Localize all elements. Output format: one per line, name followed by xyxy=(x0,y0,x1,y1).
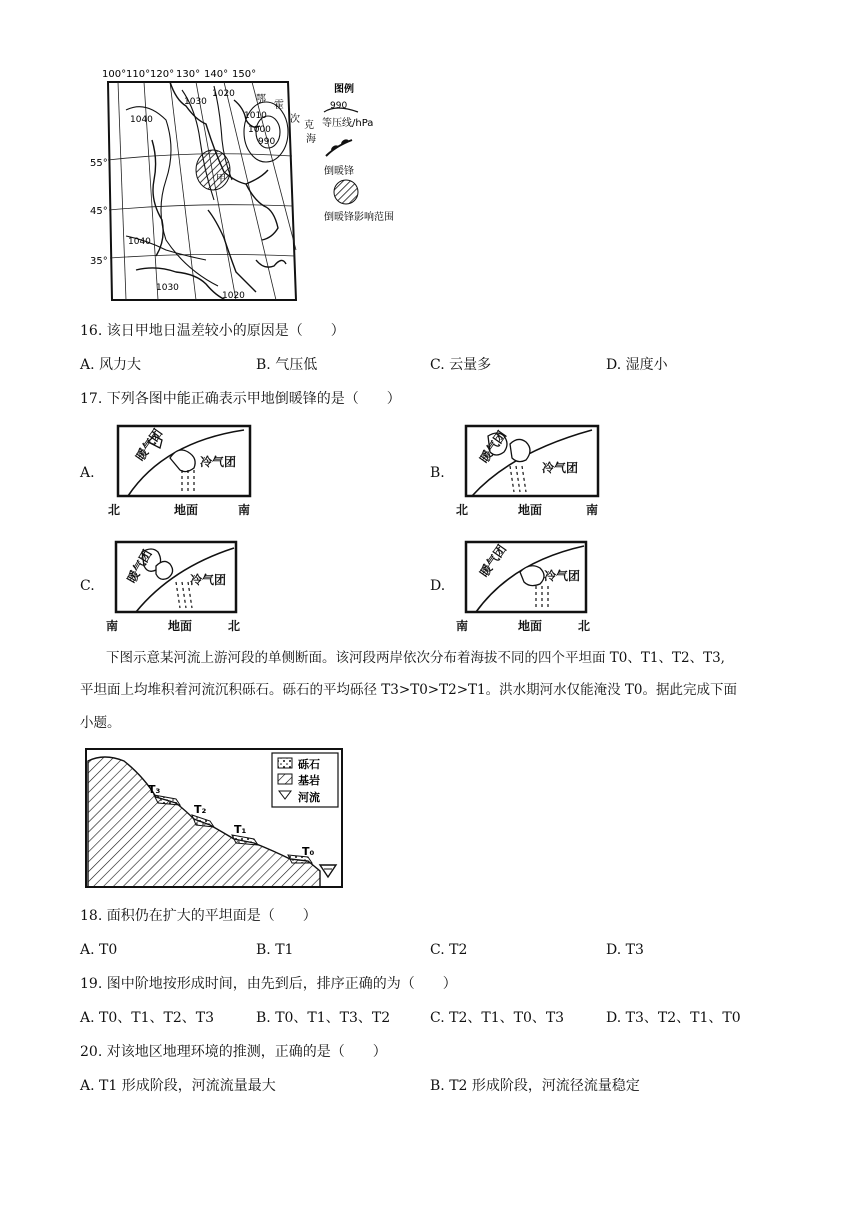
direction-right-label: 南 xyxy=(238,503,251,517)
warm-air-mass-label: 暖气团 xyxy=(132,426,166,464)
warm-air-mass-label: 暖气团 xyxy=(124,547,155,586)
direction-left-label: 南 xyxy=(456,619,469,633)
map-frame xyxy=(108,82,316,301)
legend-title: 图例 xyxy=(334,84,354,95)
ground-label: 地面 xyxy=(168,619,193,633)
terrace-t3-label: T₃ xyxy=(148,783,161,796)
q18-option-d[interactable]: D. T3 xyxy=(606,942,644,958)
q19-option-a[interactable]: A. T0、T1、T2、T3 xyxy=(80,1010,214,1026)
question-18-stem: 18. 面积仍在扩大的平坦面是（ ） xyxy=(80,908,317,924)
q17-option-a-letter[interactable]: A. xyxy=(80,465,95,481)
q16-option-b[interactable]: B. 气压低 xyxy=(256,357,318,373)
sea-label: 鄂 xyxy=(256,94,266,105)
warm-air-mass-label: 暖气团 xyxy=(476,428,510,466)
passage-line-2: 平坦面上均堆积着河流沉积砾石。砾石的平均砾径 T3>T0>T2>T1。洪水期河水仅能淹没 T0。据此完成下面 xyxy=(80,682,737,698)
isobar-label: 1030 xyxy=(184,97,207,107)
isobar-label: 1010 xyxy=(244,111,267,121)
q16-option-a[interactable]: A. 风力大 xyxy=(80,357,142,373)
ground-label: 地面 xyxy=(174,503,199,517)
q18-option-c[interactable]: C. T2 xyxy=(430,942,468,958)
influence-area-legend-icon xyxy=(334,180,358,204)
direction-left-label: 南 xyxy=(106,619,119,633)
question-16-stem: 16. 该日甲地日温差较小的原因是（ ） xyxy=(80,323,345,339)
question-17-stem: 17. 下列各图中能正确表示甲地倒暖锋的是（ ） xyxy=(80,391,401,407)
legend-isobar-value: 990 xyxy=(330,101,348,111)
section-legend xyxy=(272,753,338,807)
lat-label: 35° xyxy=(90,256,108,267)
isobar-label: 1020 xyxy=(212,89,235,99)
q19-option-d[interactable]: D. T3、T2、T1、T0 xyxy=(606,1010,741,1026)
river-section-figure xyxy=(84,747,346,891)
lon-label: 120° xyxy=(150,69,175,80)
lon-label: 140° xyxy=(204,69,229,80)
q17-diagram-d[interactable] xyxy=(452,538,602,634)
lon-label: 100° xyxy=(102,69,127,80)
sea-label: 海 xyxy=(306,134,316,145)
cold-air-mass-label: 冷气团 xyxy=(544,569,581,583)
direction-right-label: 南 xyxy=(586,503,599,517)
direction-right-label: 北 xyxy=(228,619,241,633)
passage-line-1: 下图示意某河流上游河段的单侧断面。该河段两岸依次分布着海拔不同的四个平坦面 T0、T1、T2、T3, xyxy=(106,650,725,666)
passage-line-3: 小题。 xyxy=(80,715,121,731)
ground-label: 地面 xyxy=(518,503,543,517)
terrace-t0-label: T₀ xyxy=(302,845,315,858)
weather-map-figure xyxy=(90,60,394,312)
point-jia-label: 甲 xyxy=(216,174,226,185)
sea-label: 霍 xyxy=(274,100,284,111)
lon-label: 110° xyxy=(126,69,151,80)
q17-diagram-c[interactable] xyxy=(102,538,252,634)
cold-air-mass-label: 冷气团 xyxy=(200,455,237,469)
isobar-label: 990 xyxy=(258,137,276,147)
isobar-label: 1040 xyxy=(128,237,151,247)
cold-air-mass-label: 冷气团 xyxy=(542,461,579,475)
q20-option-a[interactable]: A. T1 形成阶段，河流流量最大 xyxy=(80,1078,276,1094)
legend-gravel-label: 砾石 xyxy=(298,758,320,771)
q17-diagram-b[interactable] xyxy=(452,422,602,518)
q17-option-c-letter[interactable]: C. xyxy=(80,578,95,594)
legend-river-label: 河流 xyxy=(298,791,320,804)
ground-label: 地面 xyxy=(518,619,543,633)
direction-left-label: 北 xyxy=(456,503,469,517)
q17-diagram-a[interactable] xyxy=(104,422,254,518)
direction-right-label: 北 xyxy=(578,619,591,633)
q19-option-b[interactable]: B. T0、T1、T3、T2 xyxy=(256,1010,391,1026)
legend-front-label: 倒暖锋 xyxy=(324,166,354,177)
isobar-label: 1040 xyxy=(130,115,153,125)
lat-label: 45° xyxy=(90,206,108,217)
map-legend xyxy=(322,82,394,223)
warm-air-mass-label: 暖气团 xyxy=(476,542,510,580)
q20-option-b[interactable]: B. T2 形成阶段，河流径流量稳定 xyxy=(430,1078,640,1094)
warm-front-symbol-icon xyxy=(326,140,352,156)
legend-bedrock-label: 基岩 xyxy=(298,774,320,787)
lat-label: 55° xyxy=(90,158,108,169)
isobar-label: 1020 xyxy=(222,291,245,301)
q16-option-d[interactable]: D. 湿度小 xyxy=(606,357,668,373)
isobar-label: 1030 xyxy=(156,283,179,293)
direction-left-label: 北 xyxy=(108,503,121,517)
terrace-t1-label: T₁ xyxy=(234,823,247,836)
sea-label: 次 xyxy=(290,114,300,125)
legend-area-label: 倒暖锋影响范围 xyxy=(324,212,394,223)
q19-option-c[interactable]: C. T2、T1、T0、T3 xyxy=(430,1010,565,1026)
q18-option-a[interactable]: A. T0 xyxy=(80,942,118,958)
q16-option-c[interactable]: C. 云量多 xyxy=(430,357,492,373)
question-19-stem: 19. 图中阶地按形成时间，由先到后，排序正确的为（ ） xyxy=(80,976,457,992)
cold-air-mass-label: 冷气团 xyxy=(190,573,227,587)
question-20-stem: 20. 对该地区地理环境的推测，正确的是（ ） xyxy=(80,1044,387,1060)
lon-label: 130° xyxy=(176,69,201,80)
q17-option-b-letter[interactable]: B. xyxy=(430,465,445,481)
lon-label: 150° xyxy=(232,69,257,80)
terrace-t2-label: T₂ xyxy=(194,803,207,816)
q17-option-d-letter[interactable]: D. xyxy=(430,578,446,594)
q18-option-b[interactable]: B. T1 xyxy=(256,942,294,958)
isobar-label: 1000 xyxy=(248,125,271,135)
sea-label: 克 xyxy=(304,120,314,131)
legend-isobar-label: 等压线/hPa xyxy=(322,118,374,129)
